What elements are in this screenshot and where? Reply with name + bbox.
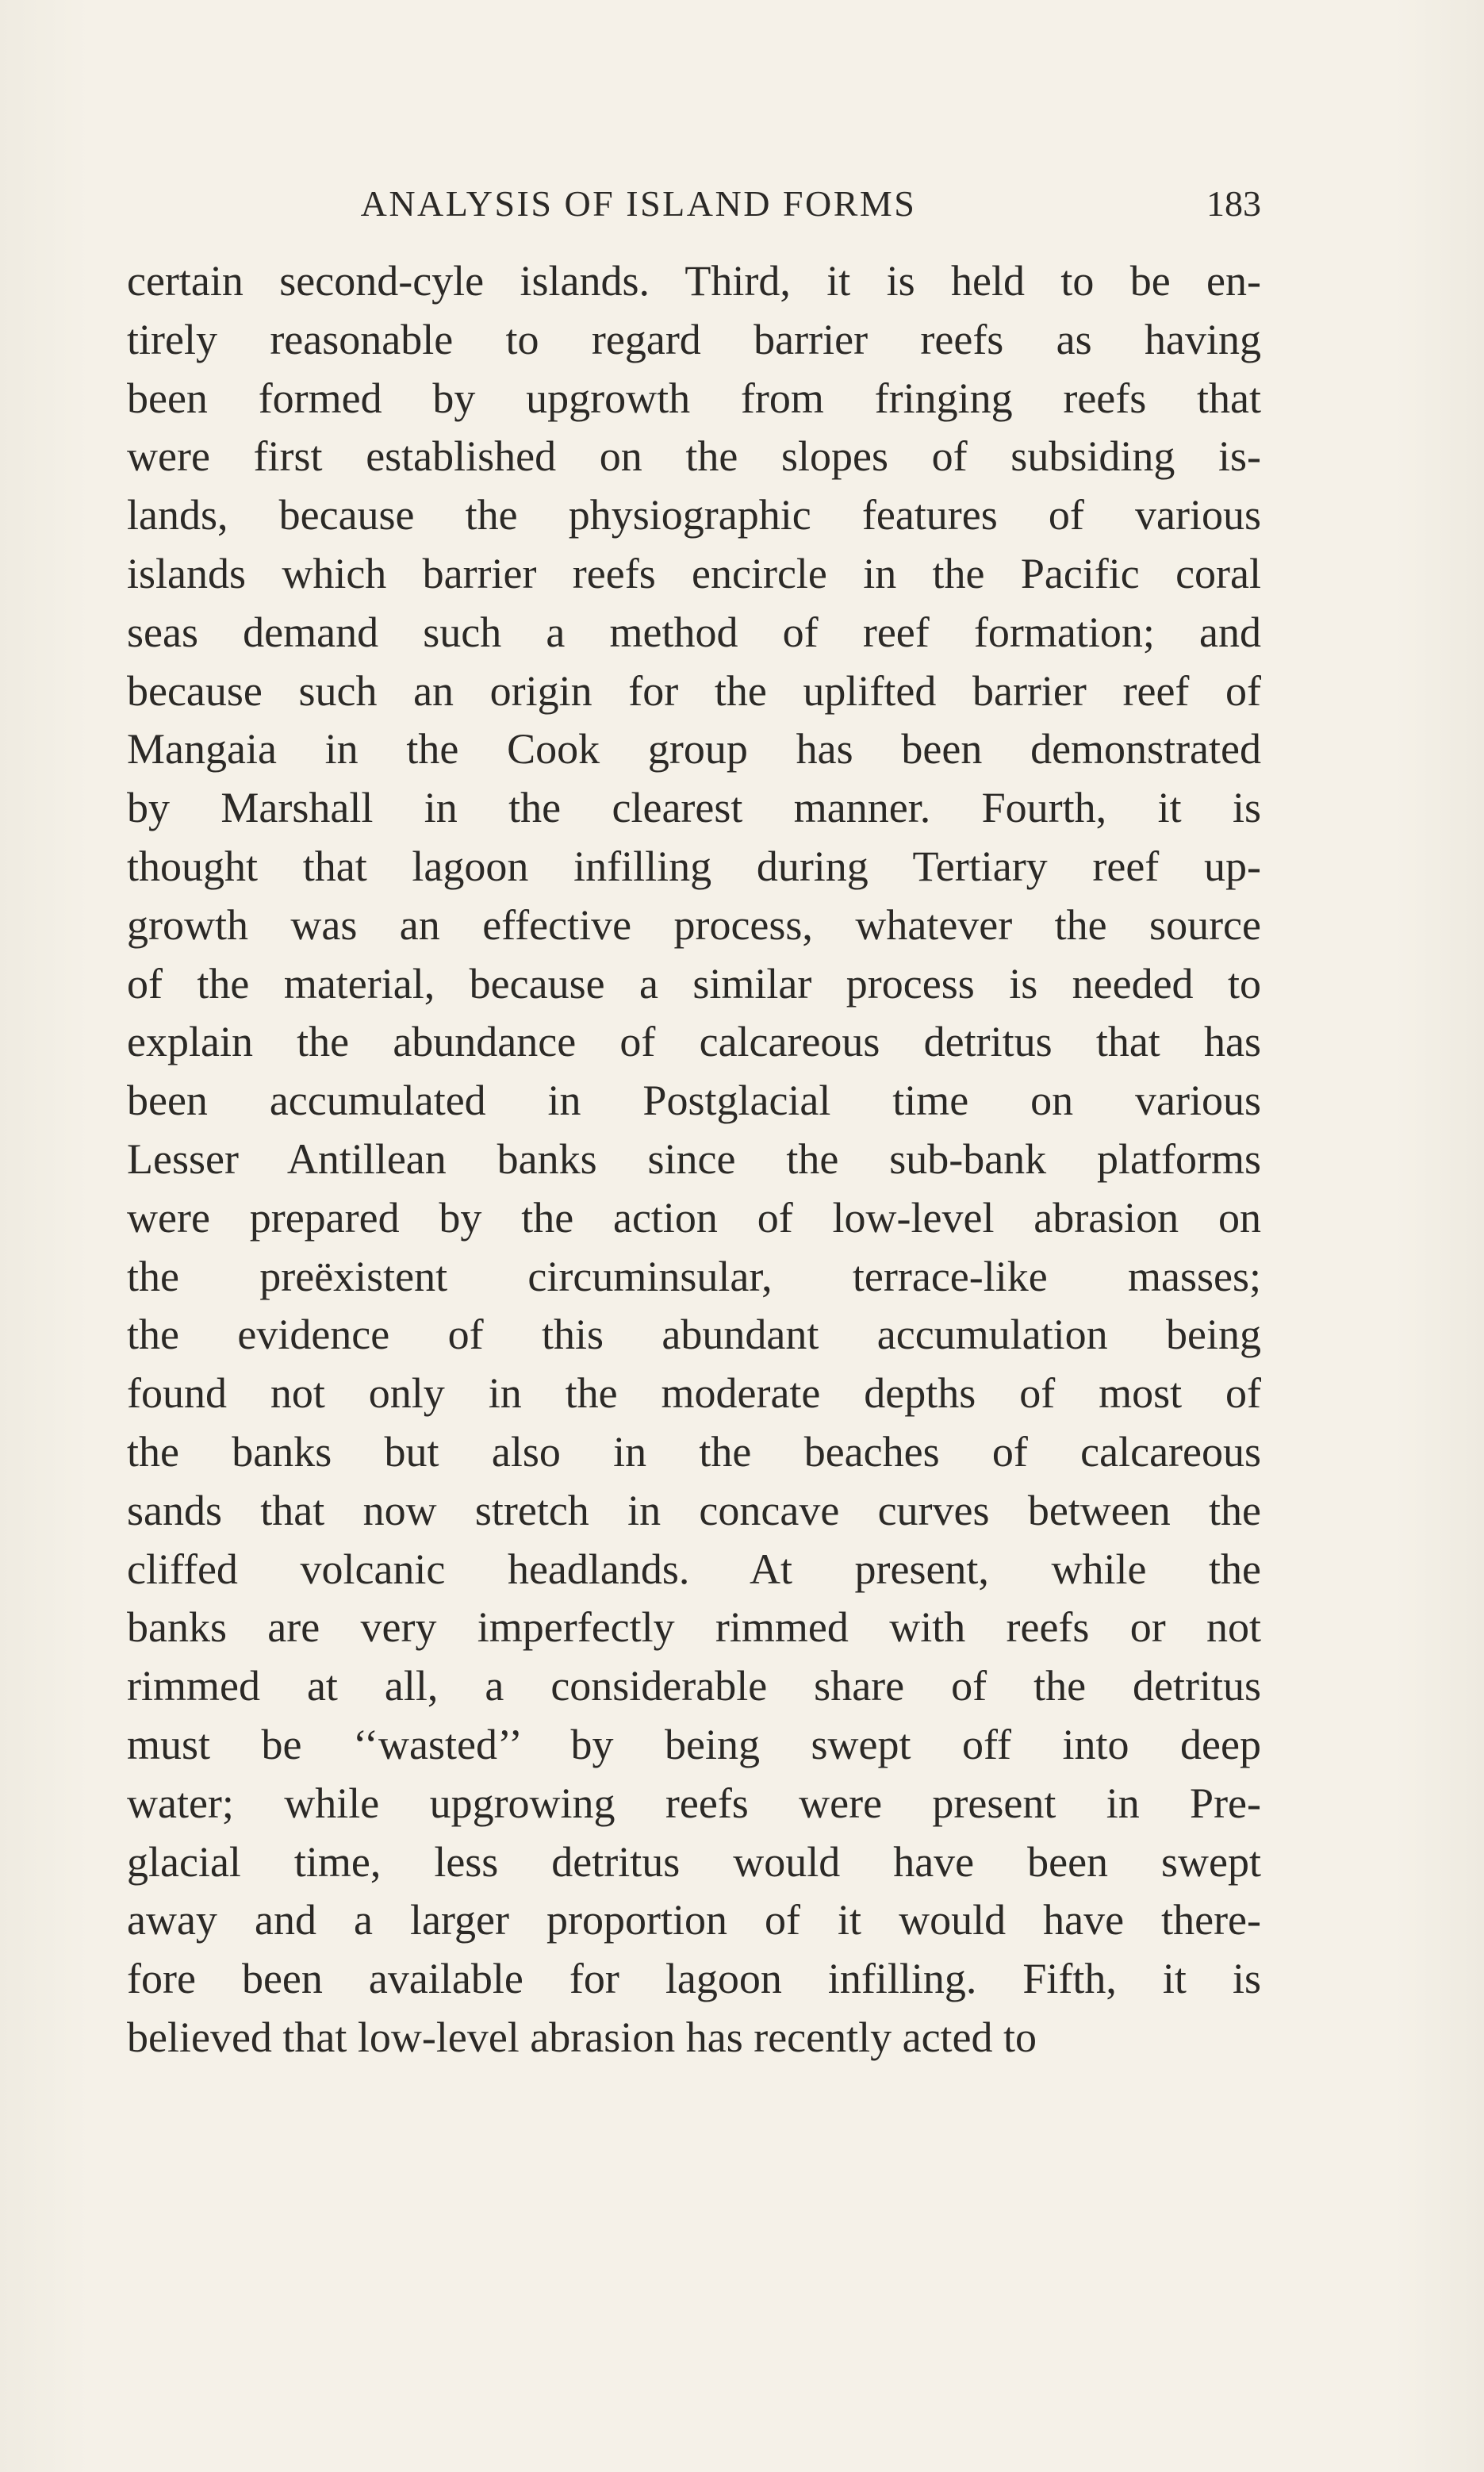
text-line: explain the abundance of calcareous detritus that has — [127, 1018, 1261, 1066]
text-line: been accumulated in Postglacial time on various — [127, 1077, 1261, 1125]
text-line: must be ‘‘wasted’’ by being swept off into deep — [127, 1720, 1261, 1768]
text-line: Mangaia in the Cook group has been demonstrated — [127, 725, 1261, 773]
page-number: 183 — [1206, 183, 1261, 224]
text-line: because such an origin for the uplifted barrier reef of — [127, 666, 1261, 715]
text-line: Lesser Antillean banks since the sub-bank platforms — [127, 1134, 1261, 1183]
text-line: certain second-cyle islands. Third, it is held to be en- — [127, 257, 1261, 305]
text-line: were first established on the slopes of subsiding is- — [127, 432, 1261, 481]
text-line: believed that low-level abrasion has recently acted to — [127, 2013, 1037, 2061]
text-line: thought that lagoon infilling during Tertiary reef up- — [127, 842, 1261, 890]
text-line: tirely reasonable to regard barrier reefs as having — [127, 315, 1261, 363]
text-line: seas demand such a method of reef formation; and — [127, 608, 1261, 656]
text-line: islands which barrier reefs encircle in the Pacific coral — [127, 549, 1261, 597]
text-line: growth was an effective process, whatever the source — [127, 900, 1261, 949]
body-text — [127, 252, 1261, 2067]
text-line: banks are very imperfectly rimmed with reefs or not — [127, 1603, 1261, 1652]
text-line: of the material, because a similar process is needed to — [127, 959, 1261, 1008]
text-line: away and a larger proportion of it would have there- — [127, 1896, 1261, 1944]
text-line: rimmed at all, a considerable share of the detritus — [127, 1662, 1261, 1710]
text-line: water; while upgrowing reefs were present in Pre- — [127, 1779, 1261, 1827]
text-line: found not only in the moderate depths of most of — [127, 1369, 1261, 1418]
running-head-title: ANALYSIS OF ISLAND FORMS — [360, 183, 917, 224]
text-line: the evidence of this abundant accumulation being — [127, 1311, 1261, 1359]
text-line: the banks but also in the beaches of calcareous — [127, 1427, 1261, 1476]
text-line: cliffed volcanic headlands. At present, while the — [127, 1545, 1261, 1593]
text-line: fore been available for lagoon infilling. Fifth, it is — [127, 1955, 1261, 2003]
text-line: lands, because the physiographic features of various — [127, 491, 1261, 539]
text-line: glacial time, less detritus would have been swept — [127, 1837, 1261, 1886]
text-line: sands that now stretch in concave curves between the — [127, 1486, 1261, 1534]
text-line: the preëxistent circuminsular, terrace-like masses; — [127, 1252, 1261, 1300]
text-line: by Marshall in the clearest manner. Fourth, it is — [127, 784, 1261, 832]
running-head — [127, 176, 1261, 232]
text-line: were prepared by the action of low-level abrasion on — [127, 1193, 1261, 1242]
text-line: been formed by upgrowth from fringing reefs that — [127, 374, 1261, 422]
